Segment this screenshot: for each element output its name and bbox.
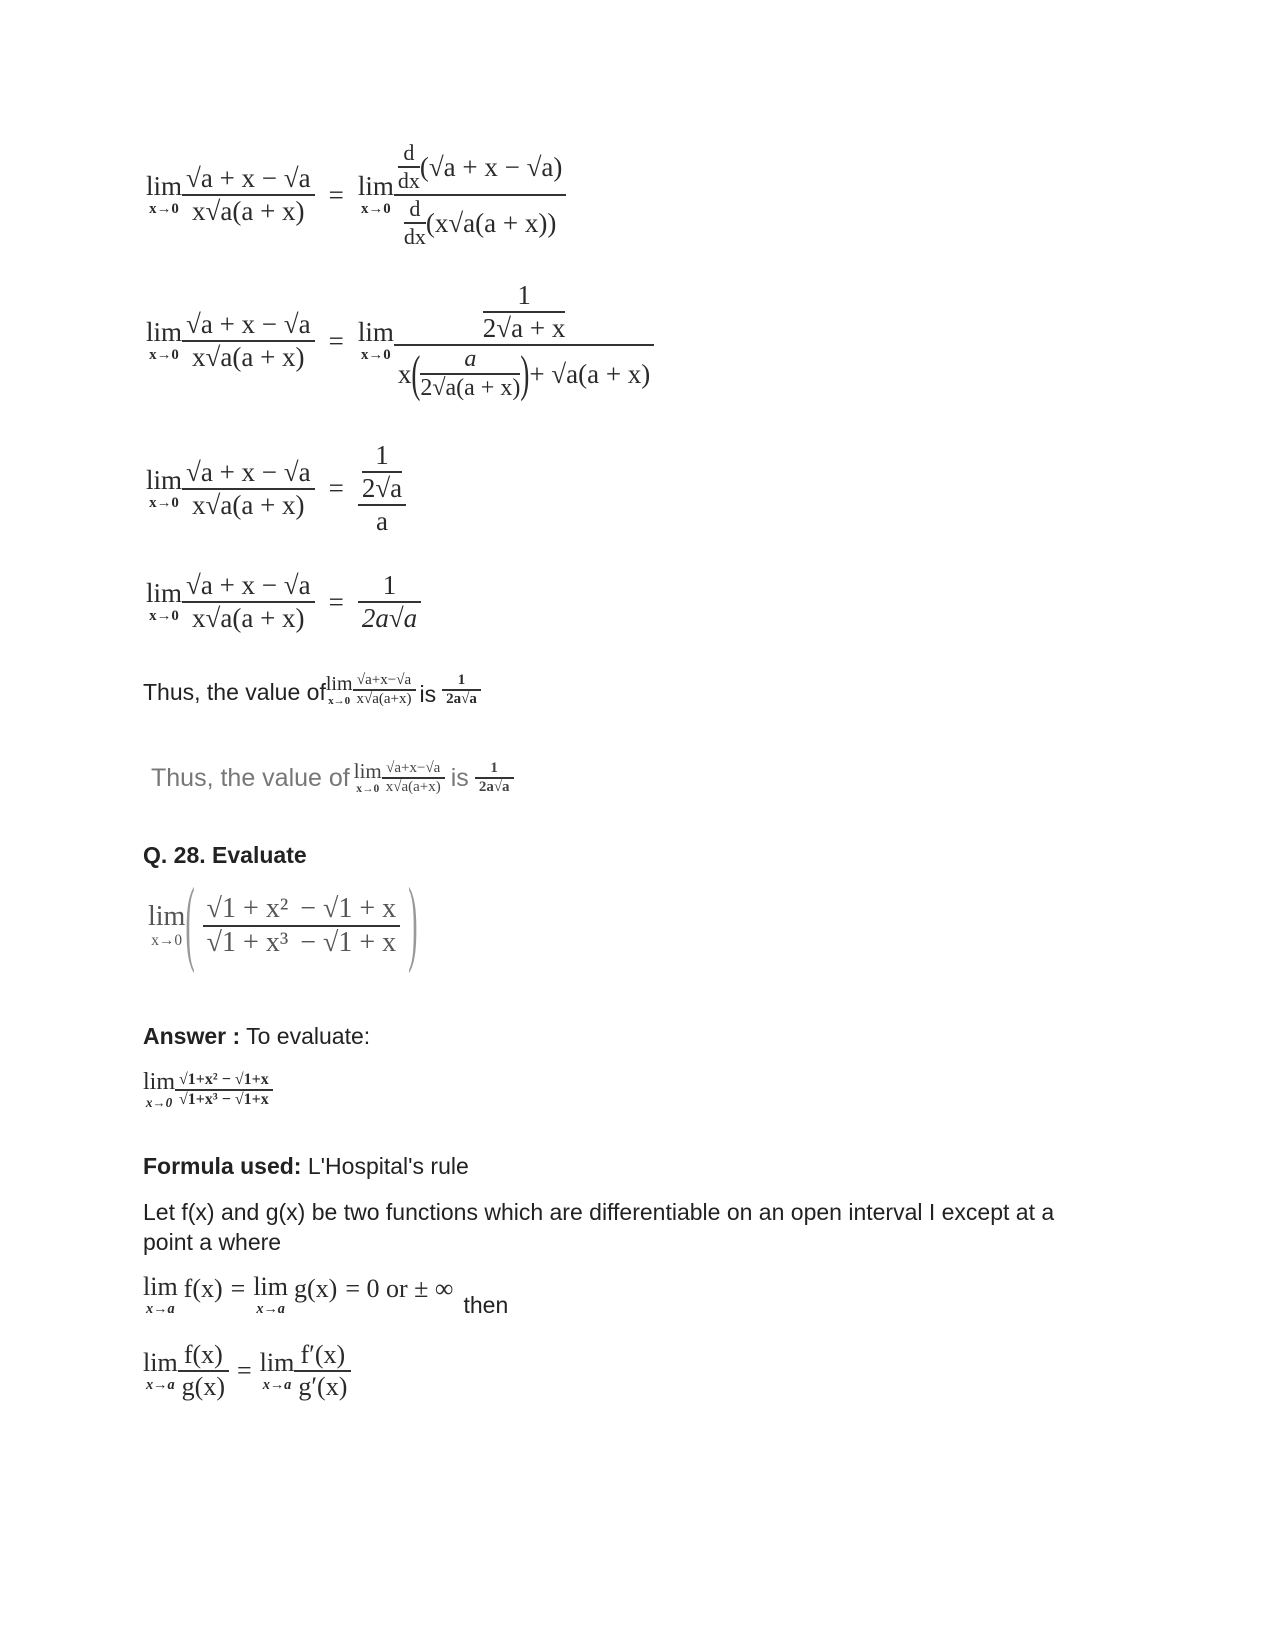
- answer-fraction: $\frac{\text{√1+x² − √1+x}}{\text{√1+x³ − √1+x}}$: [175, 1071, 273, 1109]
- limit-operator: lim x→0: [357, 317, 394, 364]
- answer-expression: [143, 1070, 273, 1109]
- limit-operator: lim x→0: [357, 171, 394, 218]
- thus-line-1: Thus, the value of lim x→0 $\frac{√a+x-√a}{x√a(a+x)}$ is $\frac{1}{2a√a}$: [143, 672, 481, 708]
- limit-operator: lim x→0: [148, 901, 186, 950]
- lhs-fraction: $\frac{√a + x - √a}{x√a(a + x)}$: [182, 457, 315, 521]
- lhs-fraction: $\frac{√a + x - √a}{x√a(a + x)}$: [182, 570, 315, 634]
- rule-expression: lim x→a $\frac{f(x)}{g(x)}$ = lim x→a $\frac{f'(x)}{g'(x)}$: [143, 1340, 351, 1402]
- rhs-fraction: $\frac{\frac{1}{2√a}}{a}$: [358, 440, 406, 537]
- rhs-fraction: $\frac{1}{2a√a}$: [358, 570, 421, 634]
- answer-line: [143, 1023, 370, 1050]
- formula-text: L'Hospital's rule: [307, 1153, 469, 1179]
- question-expression: lim x→0 ( √1 + x² − √1 + x √1 + x³ − √1 + x ): [148, 871, 418, 977]
- question-title: Q. 28. Evaluate: [143, 842, 307, 868]
- lhs-fraction: $\frac{√a + x - √a}{x√a(a + x)}$: [182, 309, 315, 373]
- thus-line-2: Thus, the value of lim x→0 $\frac{√a+x-√a}{x√a(a+x)}$ is $\frac{1}{2a√a}$: [151, 760, 514, 796]
- equation-2: lim x→0 $\frac{√a + x - √a}{x√a(a + x)}$ = lim x→0 $\frac{1}{2√a + x}$ x ( $\frac{a}{2√a(a + x)}$ ) + √a(a + x): [146, 280, 654, 402]
- formula-label: Formula used:: [143, 1153, 302, 1179]
- limit-operator: lim x→0: [146, 317, 183, 364]
- answer-label: Answer :: [143, 1023, 241, 1049]
- rhs-fraction: $\frac{1}{2√a + x}$ x ( $\frac{a}{2√a(a + x)}$ ) + √a(a + x): [394, 280, 654, 402]
- limit-operator: lim x→0: [146, 464, 183, 511]
- rhs-fraction: $\frac{d}{dx}$ (√a + x − √a) $\frac{d}{dx}$ (x√a(a + x)): [394, 140, 567, 250]
- limit-operator: lim x→0: [146, 578, 183, 625]
- equation-4: lim x→0 $\frac{√a + x - √a}{x√a(a + x)}$ = $\frac{1}{2a√a}$: [146, 570, 421, 634]
- equation-3: lim x→0 $\frac{√a + x - √a}{x√a(a + x)}$ = $\frac{\frac{1}{2√a}}{a}$: [146, 440, 406, 537]
- question-fraction: √1 + x² − √1 + x √1 + x³ − √1 + x: [203, 893, 401, 959]
- limit-operator: lim x→0: [146, 171, 183, 218]
- limit-operator: lim x→0: [143, 1069, 176, 1110]
- condition-expression: lim x→a f(x) = lim x→a g(x) = 0 or ± ∞ then: [143, 1272, 509, 1318]
- equation-1: lim x→0 $\frac{√a + x - √a}{x√a(a + x)}$ = lim x→0 $\frac{d}{dx}$ (√a + x − √a) $\frac{d}{dx}$ (x√a(a + x)): [146, 140, 566, 250]
- rule-paragraph: Let f(x) and g(x) be two functions which are differentiable on an open interval I except at a point a where: [143, 1199, 1055, 1255]
- lhs-fraction: $\frac{√a + x - √a}{x√a(a + x)}$: [182, 163, 315, 227]
- formula-line: [143, 1153, 469, 1180]
- answer-text: To evaluate:: [246, 1023, 371, 1049]
